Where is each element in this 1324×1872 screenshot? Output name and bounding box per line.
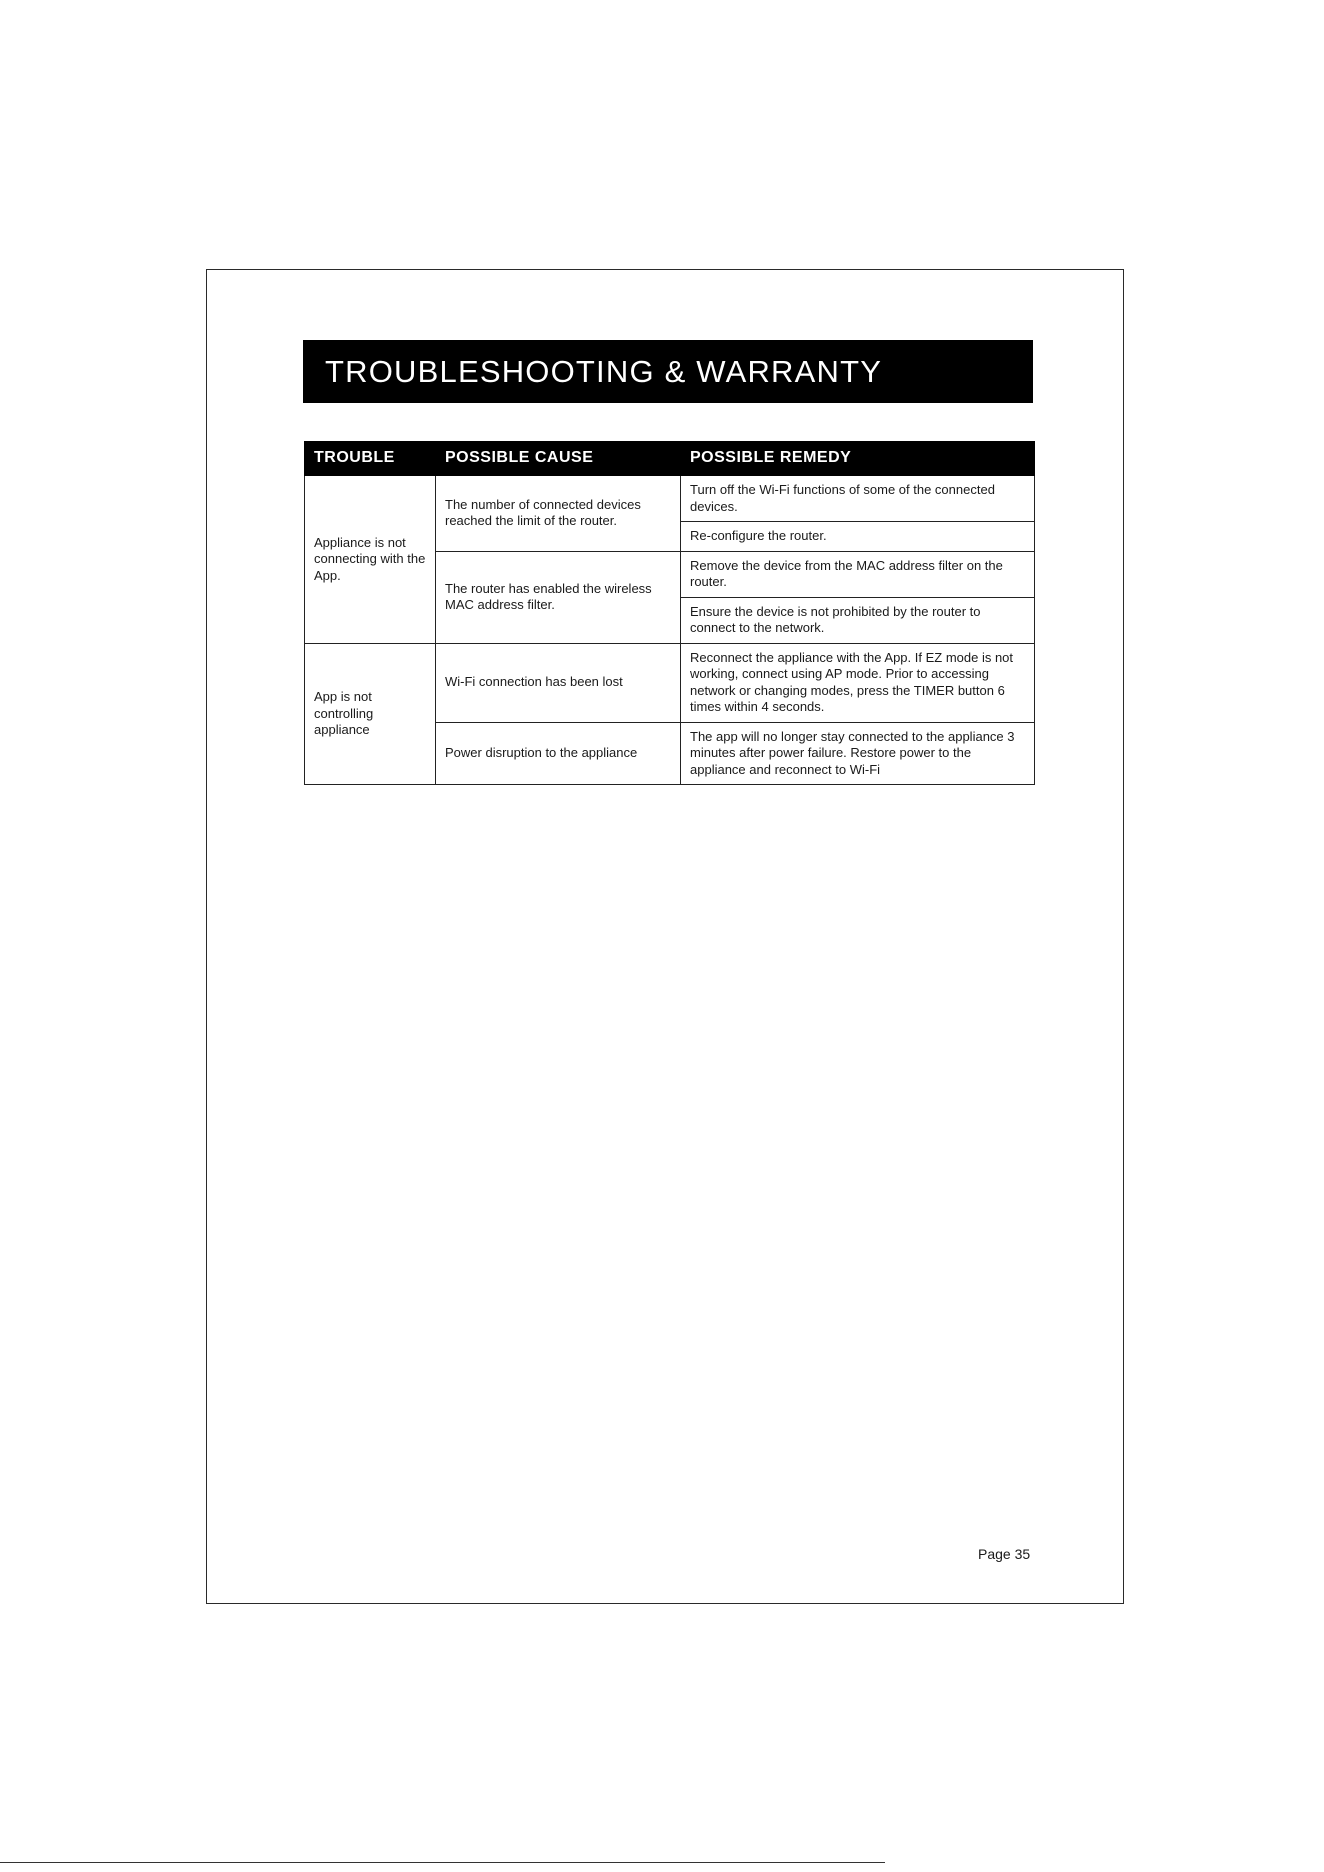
remedy-cell: Ensure the device is not prohibited by the router to connect to the network. (681, 597, 1035, 643)
trouble-cell: Appliance is not connecting with the App. (305, 476, 436, 644)
cause-cell: The router has enabled the wireless MAC address filter. (436, 551, 681, 643)
header-trouble: TROUBLE (305, 442, 436, 476)
bottom-rule (0, 1862, 885, 1863)
header-possible-cause: POSSIBLE CAUSE (436, 442, 681, 476)
cause-cell: The number of connected devices reached the limit of the router. (436, 476, 681, 552)
trouble-cell: App is not controlling appliance (305, 643, 436, 785)
cause-cell: Power disruption to the appliance (436, 722, 681, 785)
troubleshooting-table (304, 441, 1035, 785)
remedy-cell: Remove the device from the MAC address filter on the router. (681, 551, 1035, 597)
page-title: TROUBLESHOOTING & WARRANTY (325, 353, 883, 389)
page-number: Page 35 (978, 1546, 1031, 1562)
remedy-cell: The app will no longer stay connected to the appliance 3 minutes after power failure. Restore power to the appliance and reconnect to Wi-Fi (681, 722, 1035, 785)
remedy-cell: Re-configure the router. (681, 522, 1035, 552)
remedy-cell: Turn off the Wi-Fi functions of some of the connected devices. (681, 476, 1035, 522)
cause-cell: Wi-Fi connection has been lost (436, 643, 681, 722)
header-possible-remedy: POSSIBLE REMEDY (681, 442, 1035, 476)
table-row (305, 476, 1035, 522)
remedy-cell: Reconnect the appliance with the App. If EZ mode is not working, connect using AP mode. Prior to accessing network or changing modes, press the TIMER button 6 times within 4 seconds. (681, 643, 1035, 722)
table-row (305, 643, 1035, 722)
table-header-row (305, 442, 1035, 476)
title-banner (303, 340, 1033, 403)
